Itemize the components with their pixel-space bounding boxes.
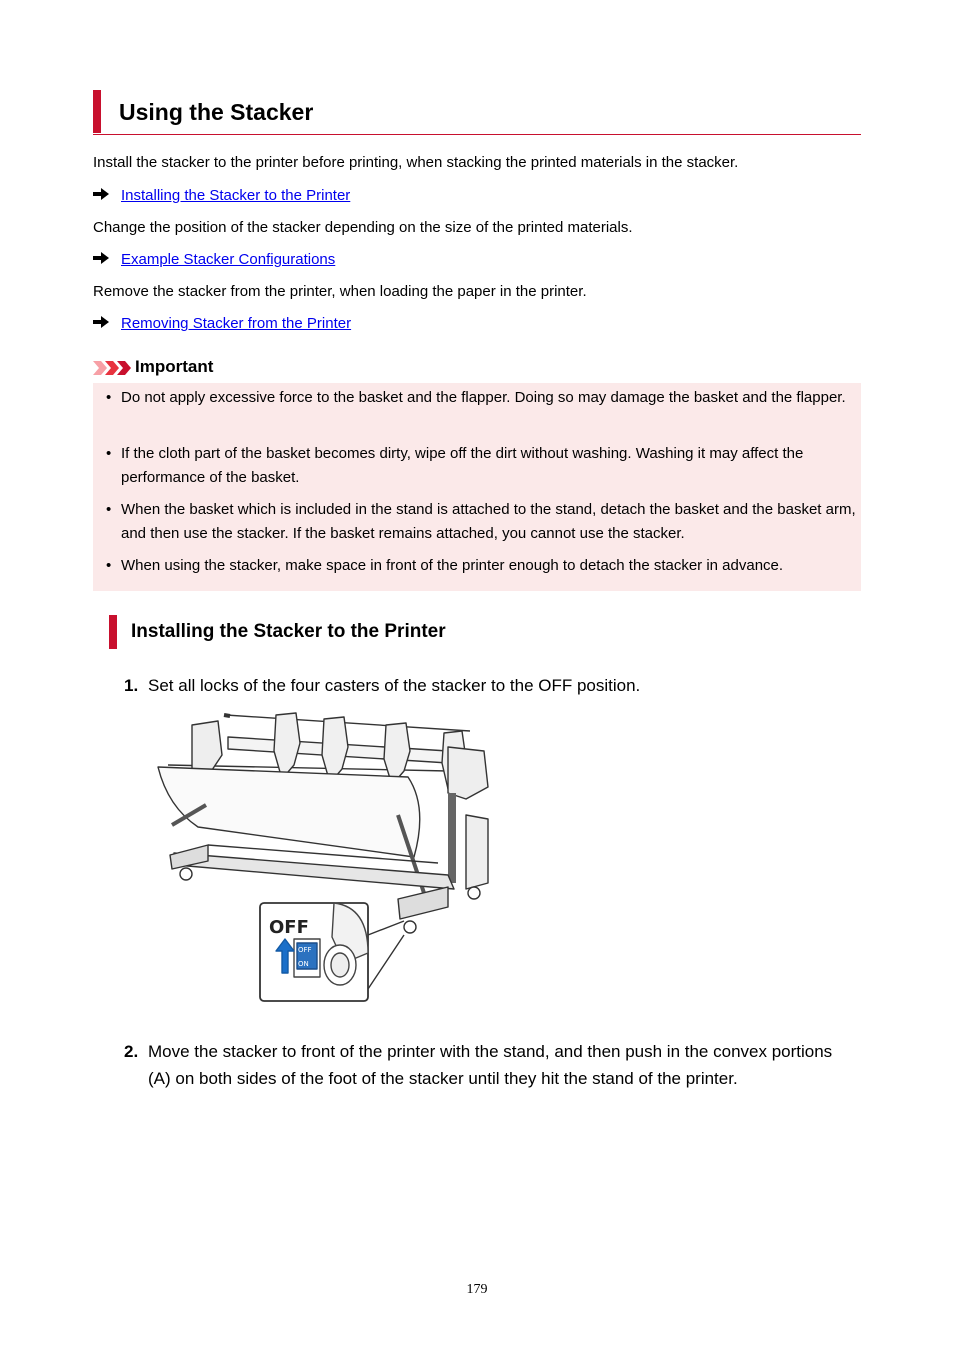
- page-title: Using the Stacker: [119, 99, 314, 125]
- link-row-configurations[interactable]: [93, 250, 335, 270]
- important-item-text: When the basket which is included in the stand is attached to the stand, detach the basket and the basket arm, and then use the stacker. If the basket remains attached, you cannot use the stacker.: [121, 501, 856, 542]
- important-item: • Do not apply excessive force to the basket and the flapper. Doing so may damage the basket and the flapper.: [106, 389, 846, 406]
- stacker-casters-illustration: [148, 707, 494, 1004]
- link-row-removing[interactable]: [93, 314, 351, 334]
- section-title: Installing the Stacker to the Printer: [131, 621, 446, 642]
- intro-text-1: Install the stacker to the printer before printing, when stacking the printed materials in the stacker.: [93, 154, 739, 171]
- step-text: Move the stacker to front of the printer with the stand, and then push in the convex portions (A) on both sides of the foot of the stacker until they hit the stand of the printer.: [148, 1042, 833, 1088]
- off-label: OFF: [269, 917, 309, 938]
- important-item-text: When using the stacker, make space in front of the printer enough to detach the stacker in advance.: [121, 557, 784, 574]
- important-item: • When using the stacker, make space in front of the printer enough to detach the stacker in advance.: [106, 557, 784, 574]
- step-1: [124, 672, 844, 700]
- switch-on-text: ON: [298, 960, 309, 968]
- arrow-right-icon: [93, 314, 111, 334]
- step-number: 2.: [124, 1042, 139, 1061]
- page-number: 179: [466, 1282, 488, 1297]
- arrow-right-icon: [93, 186, 111, 206]
- important-heading: [93, 355, 213, 379]
- arrow-right-icon: [93, 250, 111, 270]
- link-installing-stacker[interactable]: Installing the Stacker to the Printer: [121, 187, 351, 204]
- important-item-text: If the cloth part of the basket becomes dirty, wipe off the dirt without washing. Washing it may affect the performance of the basket.: [121, 445, 804, 486]
- step-2: [124, 1038, 854, 1094]
- intro-text-2: Change the position of the stacker depending on the size of the printed materials.: [93, 219, 633, 236]
- link-example-configurations[interactable]: Example Stacker Configurations: [121, 251, 336, 268]
- step-text: Set all locks of the four casters of the stacker to the OFF position.: [148, 676, 641, 695]
- link-row-installing[interactable]: [93, 186, 350, 206]
- important-chevrons-icon: [93, 361, 131, 375]
- title-accent-bar: [93, 90, 101, 133]
- important-item: • If the cloth part of the basket becomes dirty, wipe off the dirt without washing. Washing it may affect the performance of the basket.: [106, 445, 804, 486]
- link-removing-stacker[interactable]: Removing Stacker from the Printer: [121, 315, 352, 332]
- important-label: Important: [135, 357, 214, 376]
- important-item-text: Do not apply excessive force to the basket and the flapper. Doing so may damage the basket and the flapper.: [121, 389, 846, 406]
- important-box: [93, 383, 861, 591]
- section-accent-bar: [109, 615, 117, 649]
- intro-text-3: Remove the stacker from the printer, when loading the paper in the printer.: [93, 283, 587, 300]
- switch-off-text: OFF: [298, 946, 312, 954]
- important-item: • When the basket which is included in the stand is attached to the stand, detach the basket and the basket arm, and then use the stacker. If the basket remains attached, you cannot use the stacker.: [106, 501, 856, 542]
- page-title-block: [93, 90, 861, 135]
- step-number: 1.: [124, 676, 139, 695]
